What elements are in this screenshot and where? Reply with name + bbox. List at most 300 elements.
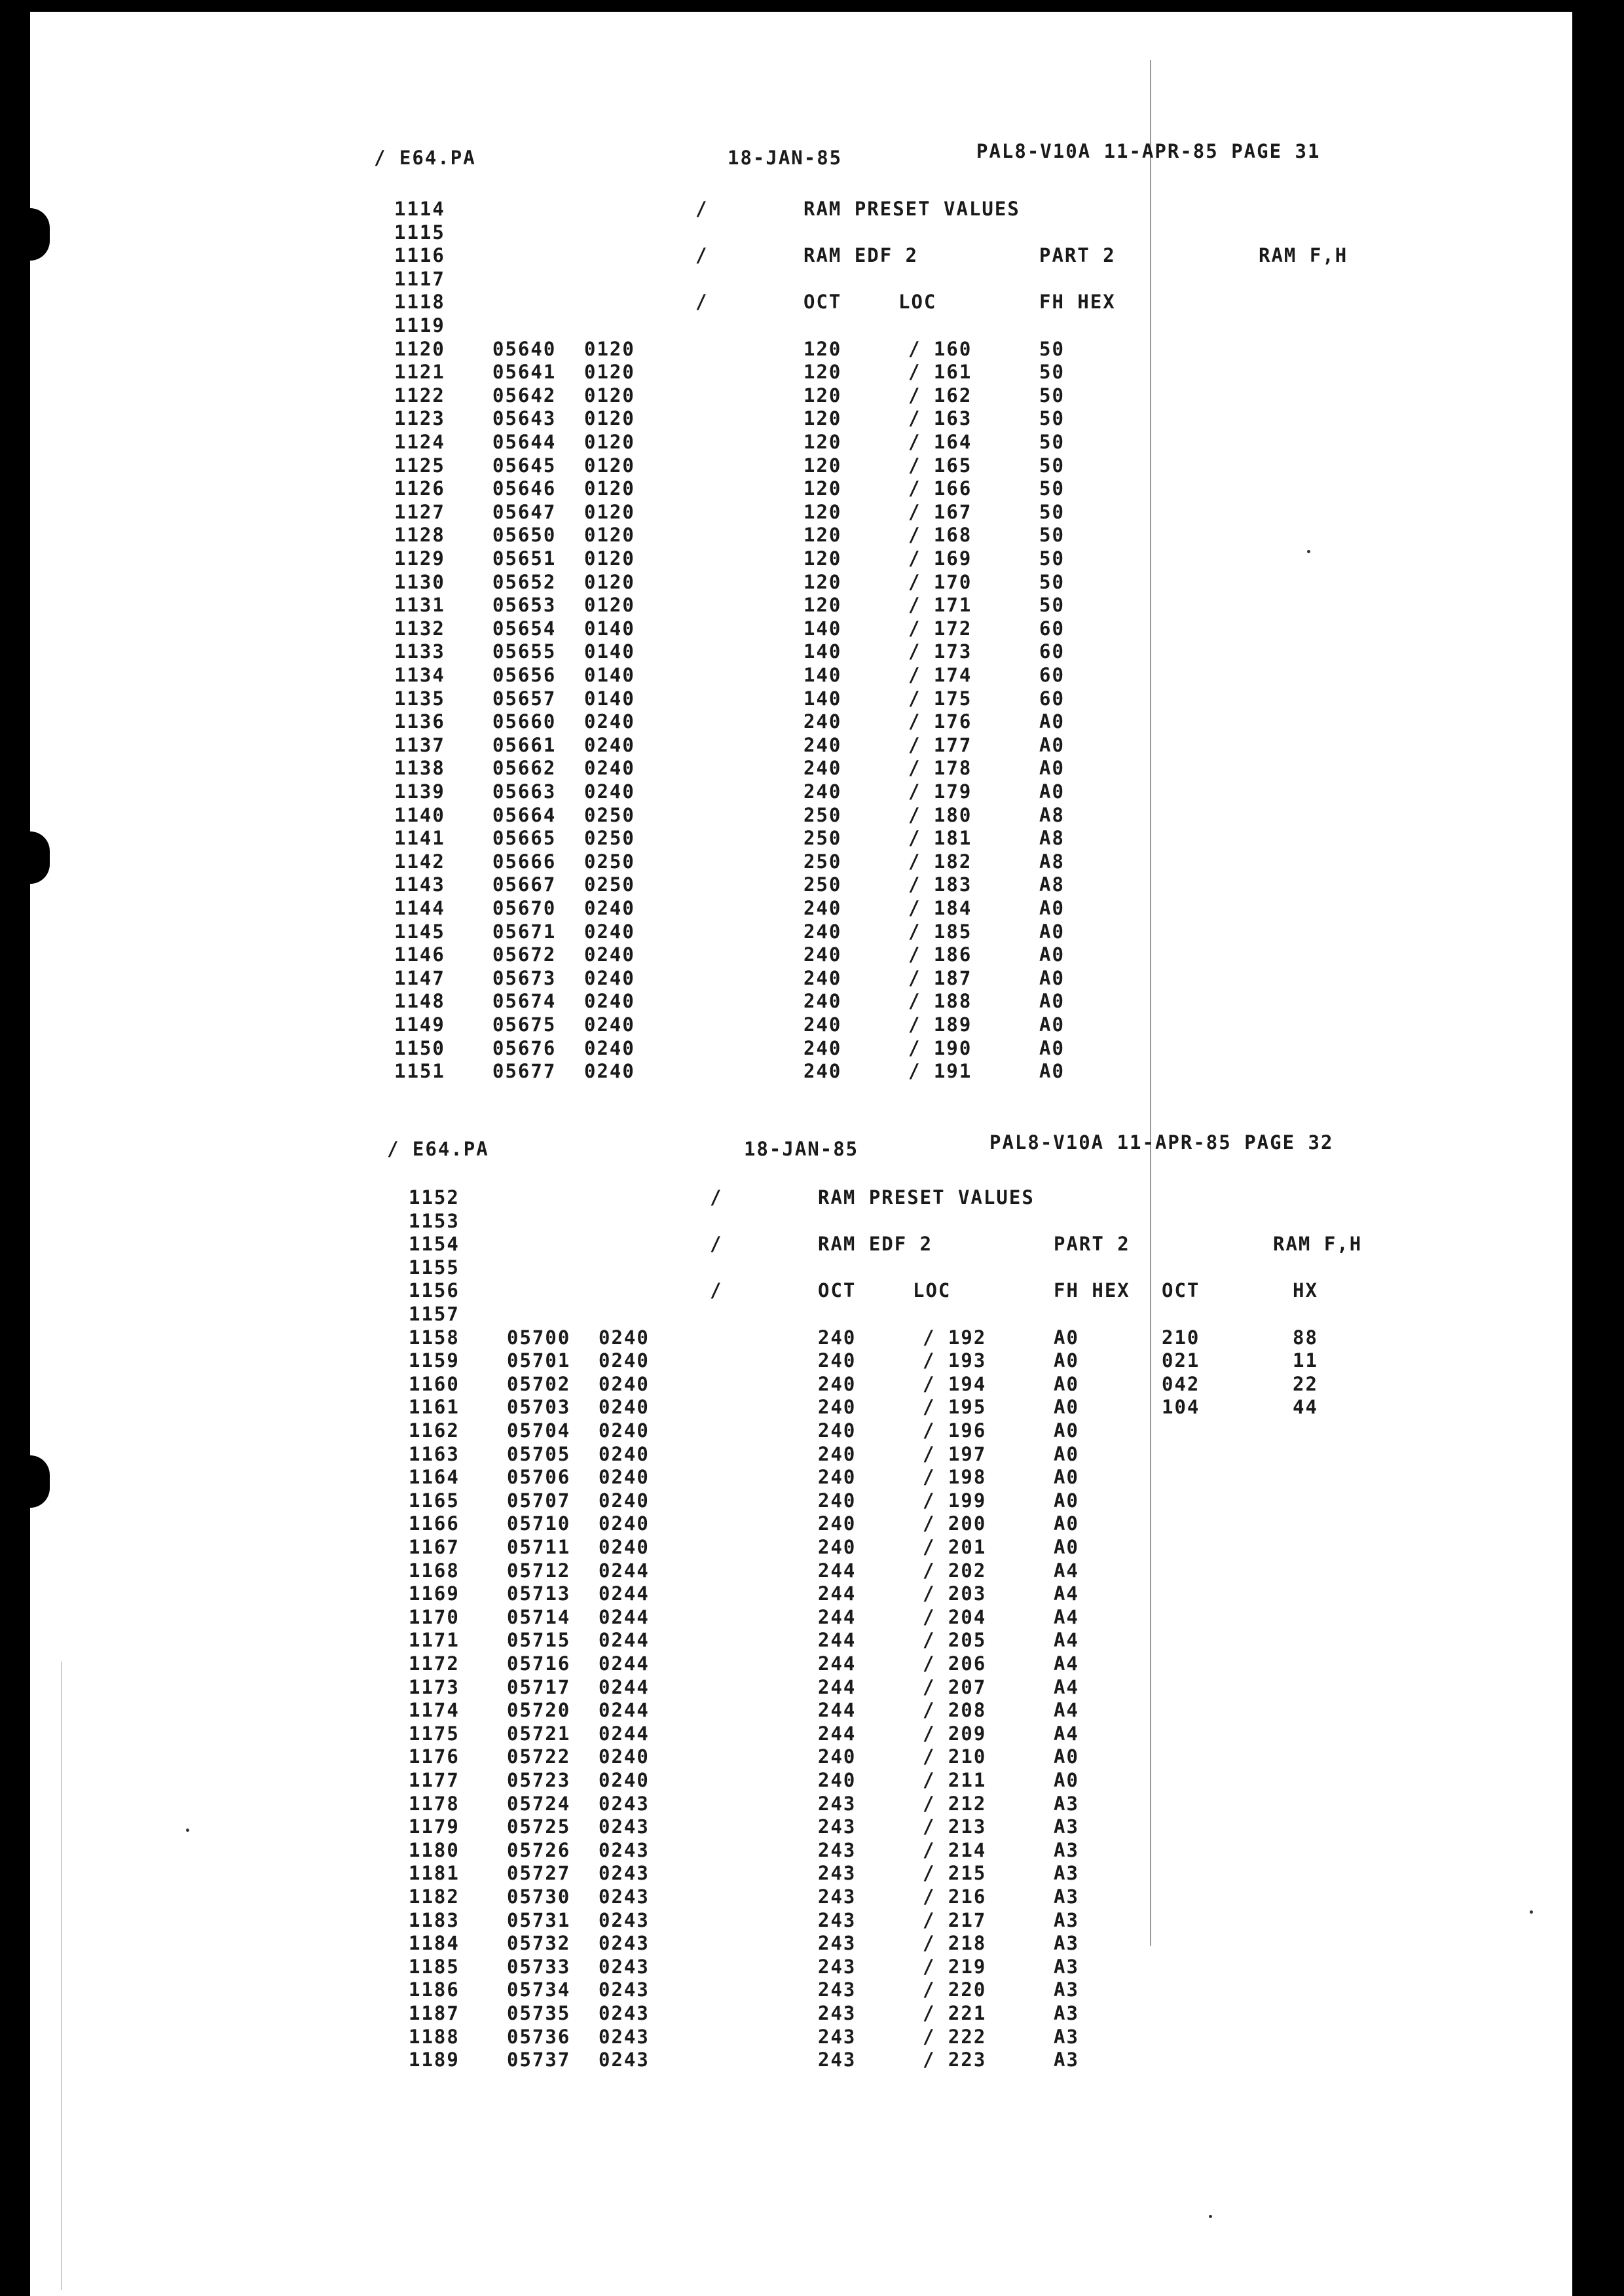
- hex-comment: A0: [1054, 1326, 1079, 1349]
- assembler-page-header: PAL8-V10A 11-APR-85 PAGE 31: [976, 140, 1321, 162]
- line-number: 1156: [409, 1279, 460, 1302]
- hex-comment: 60: [1039, 617, 1065, 640]
- loc-comment: / 175: [908, 687, 972, 710]
- hex-comment: A0: [1039, 920, 1065, 943]
- line-number: 1153: [409, 1209, 460, 1232]
- hex-comment: 50: [1039, 384, 1065, 407]
- binder-hole-mark: [30, 208, 50, 261]
- hx-column: 88: [1293, 1326, 1318, 1349]
- comment-slash: /: [695, 244, 709, 267]
- line-number: 1128: [394, 524, 445, 547]
- loc-comment: / 169: [908, 547, 972, 570]
- loc-comment: / 167: [908, 500, 972, 523]
- line-number: 1157: [409, 1303, 460, 1325]
- oct-comment: 243: [818, 1862, 857, 1885]
- address: 05643: [492, 407, 557, 430]
- loc-comment: / 220: [923, 1978, 987, 2001]
- address: 05650: [492, 524, 557, 547]
- loc-comment: / 193: [923, 1349, 987, 1372]
- loc-comment: / 164: [908, 431, 972, 453]
- hex-comment: A0: [1039, 710, 1065, 733]
- comment-text: LOC: [913, 1279, 951, 1302]
- octal-value: 0140: [584, 664, 635, 686]
- line-number: 1160: [409, 1372, 460, 1395]
- loc-comment: / 176: [908, 710, 972, 733]
- octal-value: 0140: [584, 640, 635, 663]
- comment-text: RAM PRESET VALUES: [818, 1186, 1035, 1209]
- address: 05702: [507, 1372, 571, 1395]
- line-number: 1181: [409, 1862, 460, 1885]
- listing-file-name: / E64.PA: [374, 147, 476, 169]
- oct-comment: 244: [818, 1582, 857, 1605]
- address: 05664: [492, 803, 557, 826]
- address: 05710: [507, 1512, 571, 1535]
- comment-slash: /: [695, 198, 709, 220]
- hex-comment: A0: [1054, 1349, 1079, 1372]
- line-number: 1174: [409, 1699, 460, 1722]
- line-number: 1117: [394, 267, 445, 290]
- oct-comment: 140: [803, 687, 842, 710]
- address: 05705: [507, 1442, 571, 1465]
- comment-text: PART 2: [1054, 1233, 1130, 1256]
- line-number: 1168: [409, 1559, 460, 1582]
- hex-comment: 50: [1039, 570, 1065, 593]
- hex-comment: 50: [1039, 500, 1065, 523]
- line-number: 1149: [394, 1013, 445, 1036]
- oct-comment: 243: [818, 1908, 857, 1931]
- line-number: 1123: [394, 407, 445, 430]
- loc-comment: / 221: [923, 2002, 987, 2024]
- line-number: 1186: [409, 1978, 460, 2001]
- octal-value: 0240: [599, 1536, 650, 1558]
- hex-comment: A0: [1039, 1036, 1065, 1059]
- hex-comment: A3: [1054, 1815, 1079, 1838]
- address: 05661: [492, 733, 557, 756]
- oct-comment: 240: [818, 1326, 857, 1349]
- oct-comment: 243: [818, 1838, 857, 1861]
- oct-comment: 243: [818, 1932, 857, 1955]
- loc-comment: / 205: [923, 1629, 987, 1652]
- loc-comment: / 198: [923, 1466, 987, 1489]
- line-number: 1180: [409, 1838, 460, 1861]
- octal-value: 0240: [584, 1036, 635, 1059]
- line-number: 1188: [409, 2025, 460, 2048]
- address: 05737: [507, 2049, 571, 2071]
- octal-value: 0120: [584, 361, 635, 384]
- oct-comment: 240: [803, 966, 842, 989]
- oct-comment: 240: [818, 1372, 857, 1395]
- address: 05672: [492, 943, 557, 966]
- address: 05712: [507, 1559, 571, 1582]
- hex-comment: 50: [1039, 407, 1065, 430]
- octal-value: 0240: [599, 1466, 650, 1489]
- line-number: 1165: [409, 1489, 460, 1512]
- hex-comment: A0: [1039, 780, 1065, 803]
- comment-text: RAM PRESET VALUES: [803, 198, 1020, 220]
- hx-column: 11: [1293, 1349, 1318, 1372]
- address: 05645: [492, 454, 557, 477]
- comment-text: FH HEX: [1039, 291, 1116, 314]
- octal-value: 0120: [584, 547, 635, 570]
- oct-comment: 120: [803, 570, 842, 593]
- line-number: 1142: [394, 850, 445, 873]
- line-number: 1139: [394, 780, 445, 803]
- loc-comment: / 181: [908, 827, 972, 850]
- octal-value: 0243: [599, 2025, 650, 2048]
- hex-comment: A3: [1054, 2002, 1079, 2024]
- line-number: 1129: [394, 547, 445, 570]
- octal-value: 0243: [599, 2002, 650, 2024]
- line-number: 1118: [394, 291, 445, 314]
- loc-comment: / 182: [908, 850, 972, 873]
- oct-comment: 240: [803, 1036, 842, 1059]
- hex-comment: A0: [1039, 897, 1065, 919]
- line-number: 1175: [409, 1722, 460, 1745]
- line-number: 1173: [409, 1675, 460, 1698]
- octal-value: 0244: [599, 1582, 650, 1605]
- hex-comment: A0: [1054, 1442, 1079, 1465]
- oct-comment: 120: [803, 547, 842, 570]
- comment-text: PART 2: [1039, 244, 1116, 267]
- address: 05713: [507, 1582, 571, 1605]
- oct-comment: 120: [803, 594, 842, 617]
- hex-comment: A3: [1054, 2049, 1079, 2071]
- octal-value: 0240: [584, 733, 635, 756]
- octal-value: 0240: [584, 1013, 635, 1036]
- line-number: 1120: [394, 337, 445, 360]
- octal-value: 0243: [599, 1932, 650, 1955]
- hex-comment: A0: [1054, 1769, 1079, 1791]
- oct-comment: 120: [803, 337, 842, 360]
- octal-value: 0244: [599, 1699, 650, 1722]
- loc-comment: / 190: [908, 1036, 972, 1059]
- comment-slash: /: [710, 1279, 723, 1302]
- loc-comment: / 194: [923, 1372, 987, 1395]
- address: 05730: [507, 1886, 571, 1908]
- loc-comment: / 185: [908, 920, 972, 943]
- loc-comment: / 191: [908, 1060, 972, 1083]
- hex-comment: A4: [1054, 1699, 1079, 1722]
- line-number: 1189: [409, 2049, 460, 2071]
- address: 05731: [507, 1908, 571, 1931]
- line-number: 1152: [409, 1186, 460, 1209]
- octal-value: 0240: [599, 1442, 650, 1465]
- line-number: 1145: [394, 920, 445, 943]
- line-number: 1161: [409, 1396, 460, 1419]
- oct-comment: 140: [803, 664, 842, 686]
- octal-value: 0243: [599, 2049, 650, 2071]
- comment-slash: /: [695, 291, 709, 314]
- address: 05721: [507, 1722, 571, 1745]
- address: 05724: [507, 1792, 571, 1815]
- line-number: 1136: [394, 710, 445, 733]
- listing-file-name: / E64.PA: [387, 1138, 489, 1160]
- oct-column-2: 104: [1162, 1396, 1200, 1419]
- loc-comment: / 200: [923, 1512, 987, 1535]
- line-number: 1114: [394, 198, 445, 220]
- loc-comment: / 203: [923, 1582, 987, 1605]
- line-number: 1132: [394, 617, 445, 640]
- octal-value: 0120: [584, 407, 635, 430]
- line-number: 1148: [394, 990, 445, 1013]
- octal-value: 0243: [599, 1792, 650, 1815]
- oct-comment: 244: [818, 1675, 857, 1698]
- hx-column: 44: [1293, 1396, 1318, 1419]
- oct-comment: 240: [803, 990, 842, 1013]
- address: 05670: [492, 897, 557, 919]
- hex-comment: A3: [1054, 1908, 1079, 1931]
- oct-comment: 243: [818, 1886, 857, 1908]
- oct-comment: 243: [818, 2049, 857, 2071]
- oct-comment: 244: [818, 1605, 857, 1628]
- octal-value: 0244: [599, 1722, 650, 1745]
- loc-comment: / 211: [923, 1769, 987, 1791]
- page-edge-line: [61, 1662, 62, 2290]
- address: 05652: [492, 570, 557, 593]
- hex-comment: A0: [1054, 1489, 1079, 1512]
- listing-date: 18-JAN-85: [728, 147, 843, 169]
- address: 05717: [507, 1675, 571, 1698]
- line-number: 1127: [394, 500, 445, 523]
- oct-comment: 120: [803, 454, 842, 477]
- comment-slash: /: [710, 1233, 723, 1256]
- line-number: 1143: [394, 873, 445, 896]
- hex-comment: A8: [1039, 803, 1065, 826]
- address: 05673: [492, 966, 557, 989]
- line-number: 1144: [394, 897, 445, 919]
- line-number: 1119: [394, 314, 445, 337]
- address: 05706: [507, 1466, 571, 1489]
- oct-comment: 240: [803, 897, 842, 919]
- oct-column-2: 042: [1162, 1372, 1200, 1395]
- loc-comment: / 216: [923, 1886, 987, 1908]
- oct-comment: 244: [818, 1559, 857, 1582]
- oct-comment: 240: [803, 943, 842, 966]
- loc-comment: / 214: [923, 1838, 987, 1861]
- oct-comment: 240: [803, 1060, 842, 1083]
- octal-value: 0240: [584, 897, 635, 919]
- hex-comment: 50: [1039, 454, 1065, 477]
- line-number: 1176: [409, 1745, 460, 1768]
- loc-comment: / 162: [908, 384, 972, 407]
- oct-comment: 240: [803, 757, 842, 780]
- loc-comment: / 184: [908, 897, 972, 919]
- loc-comment: / 218: [923, 1932, 987, 1955]
- oct-comment: 240: [818, 1489, 857, 1512]
- hex-comment: 60: [1039, 687, 1065, 710]
- oct-comment: 240: [818, 1349, 857, 1372]
- address: 05674: [492, 990, 557, 1013]
- octal-value: 0120: [584, 570, 635, 593]
- loc-comment: / 168: [908, 524, 972, 547]
- octal-value: 0240: [599, 1769, 650, 1791]
- octal-value: 0140: [584, 617, 635, 640]
- oct-comment: 244: [818, 1699, 857, 1722]
- address: 05655: [492, 640, 557, 663]
- octal-value: 0120: [584, 431, 635, 453]
- loc-comment: / 207: [923, 1675, 987, 1698]
- oct-comment: 120: [803, 407, 842, 430]
- oct-comment: 240: [818, 1745, 857, 1768]
- address: 05704: [507, 1419, 571, 1442]
- line-number: 1166: [409, 1512, 460, 1535]
- loc-comment: / 210: [923, 1745, 987, 1768]
- hex-comment: A0: [1039, 1060, 1065, 1083]
- hex-comment: A4: [1054, 1675, 1079, 1698]
- address: 05715: [507, 1629, 571, 1652]
- address: 05667: [492, 873, 557, 896]
- hex-comment: 50: [1039, 361, 1065, 384]
- loc-comment: / 204: [923, 1605, 987, 1628]
- octal-value: 0240: [584, 943, 635, 966]
- address: 05651: [492, 547, 557, 570]
- comment-text: RAM EDF 2: [803, 244, 919, 267]
- line-number: 1178: [409, 1792, 460, 1815]
- address: 05732: [507, 1932, 571, 1955]
- line-number: 1137: [394, 733, 445, 756]
- hex-comment: A8: [1039, 850, 1065, 873]
- speck: [1530, 1910, 1533, 1914]
- loc-comment: / 183: [908, 873, 972, 896]
- binder-hole-mark: [30, 1455, 50, 1508]
- line-number: 1154: [409, 1233, 460, 1256]
- hex-comment: A4: [1054, 1722, 1079, 1745]
- loc-comment: / 195: [923, 1396, 987, 1419]
- octal-value: 0140: [584, 687, 635, 710]
- oct-column-2: 210: [1162, 1326, 1200, 1349]
- address: 05671: [492, 920, 557, 943]
- octal-value: 0244: [599, 1675, 650, 1698]
- address: 05727: [507, 1862, 571, 1885]
- address: 05657: [492, 687, 557, 710]
- address: 05726: [507, 1838, 571, 1861]
- loc-comment: / 170: [908, 570, 972, 593]
- oct-comment: 243: [818, 2025, 857, 2048]
- oct-comment: 250: [803, 850, 842, 873]
- comment-text: FH HEX: [1054, 1279, 1130, 1302]
- line-number: 1124: [394, 431, 445, 453]
- line-number: 1187: [409, 2002, 460, 2024]
- oct-comment: 120: [803, 500, 842, 523]
- loc-comment: / 217: [923, 1908, 987, 1931]
- oct-comment: 243: [818, 1955, 857, 1978]
- address: 05722: [507, 1745, 571, 1768]
- loc-comment: / 161: [908, 361, 972, 384]
- octal-value: 0240: [599, 1396, 650, 1419]
- octal-value: 0243: [599, 1886, 650, 1908]
- line-number: 1162: [409, 1419, 460, 1442]
- octal-value: 0120: [584, 524, 635, 547]
- oct-column-2: 021: [1162, 1349, 1200, 1372]
- line-number: 1183: [409, 1908, 460, 1931]
- octal-value: 0240: [599, 1419, 650, 1442]
- comment-text: OCT: [1162, 1279, 1200, 1302]
- octal-value: 0120: [584, 454, 635, 477]
- oct-comment: 120: [803, 361, 842, 384]
- oct-comment: 244: [818, 1722, 857, 1745]
- hex-comment: A0: [1039, 943, 1065, 966]
- oct-comment: 240: [803, 920, 842, 943]
- page-edge-line: [1150, 60, 1151, 1946]
- address: 05641: [492, 361, 557, 384]
- line-number: 1177: [409, 1769, 460, 1791]
- speck: [1307, 550, 1310, 553]
- line-number: 1185: [409, 1955, 460, 1978]
- octal-value: 0243: [599, 1862, 650, 1885]
- hex-comment: 50: [1039, 594, 1065, 617]
- oct-comment: 240: [818, 1769, 857, 1791]
- oct-comment: 120: [803, 477, 842, 500]
- address: 05662: [492, 757, 557, 780]
- octal-value: 0240: [599, 1372, 650, 1395]
- hex-comment: 60: [1039, 640, 1065, 663]
- line-number: 1133: [394, 640, 445, 663]
- hex-comment: A3: [1054, 1838, 1079, 1861]
- address: 05642: [492, 384, 557, 407]
- line-number: 1151: [394, 1060, 445, 1083]
- address: 05723: [507, 1769, 571, 1791]
- line-number: 1158: [409, 1326, 460, 1349]
- address: 05714: [507, 1605, 571, 1628]
- line-number: 1155: [409, 1256, 460, 1279]
- comment-text: RAM F,H: [1259, 244, 1348, 267]
- hex-comment: 60: [1039, 664, 1065, 686]
- loc-comment: / 186: [908, 943, 972, 966]
- hex-comment: 50: [1039, 524, 1065, 547]
- oct-comment: 240: [818, 1396, 857, 1419]
- octal-value: 0120: [584, 594, 635, 617]
- octal-value: 0120: [584, 500, 635, 523]
- address: 05644: [492, 431, 557, 453]
- address: 05677: [492, 1060, 557, 1083]
- loc-comment: / 222: [923, 2025, 987, 2048]
- hex-comment: A0: [1054, 1396, 1079, 1419]
- hex-comment: 50: [1039, 547, 1065, 570]
- loc-comment: / 179: [908, 780, 972, 803]
- octal-value: 0250: [584, 827, 635, 850]
- hex-comment: A4: [1054, 1605, 1079, 1628]
- hex-comment: A3: [1054, 1886, 1079, 1908]
- oct-comment: 250: [803, 827, 842, 850]
- loc-comment: / 215: [923, 1862, 987, 1885]
- loc-comment: / 160: [908, 337, 972, 360]
- oct-comment: 243: [818, 1978, 857, 2001]
- hex-comment: A0: [1039, 733, 1065, 756]
- octal-value: 0243: [599, 1955, 650, 1978]
- loc-comment: / 212: [923, 1792, 987, 1815]
- line-number: 1126: [394, 477, 445, 500]
- loc-comment: / 199: [923, 1489, 987, 1512]
- assembler-page-header: PAL8-V10A 11-APR-85 PAGE 32: [989, 1131, 1334, 1154]
- line-number: 1150: [394, 1036, 445, 1059]
- hex-comment: A3: [1054, 1932, 1079, 1955]
- loc-comment: / 189: [908, 1013, 972, 1036]
- loc-comment: / 201: [923, 1536, 987, 1558]
- hex-comment: A0: [1054, 1372, 1079, 1395]
- address: 05734: [507, 1978, 571, 2001]
- hex-comment: A4: [1054, 1582, 1079, 1605]
- line-number: 1167: [409, 1536, 460, 1558]
- hex-comment: A0: [1054, 1745, 1079, 1768]
- hex-comment: A0: [1039, 1013, 1065, 1036]
- hex-comment: A0: [1039, 757, 1065, 780]
- octal-value: 0240: [584, 710, 635, 733]
- line-number: 1164: [409, 1466, 460, 1489]
- line-number: 1184: [409, 1932, 460, 1955]
- loc-comment: / 206: [923, 1652, 987, 1675]
- octal-value: 0240: [584, 990, 635, 1013]
- oct-comment: 244: [818, 1652, 857, 1675]
